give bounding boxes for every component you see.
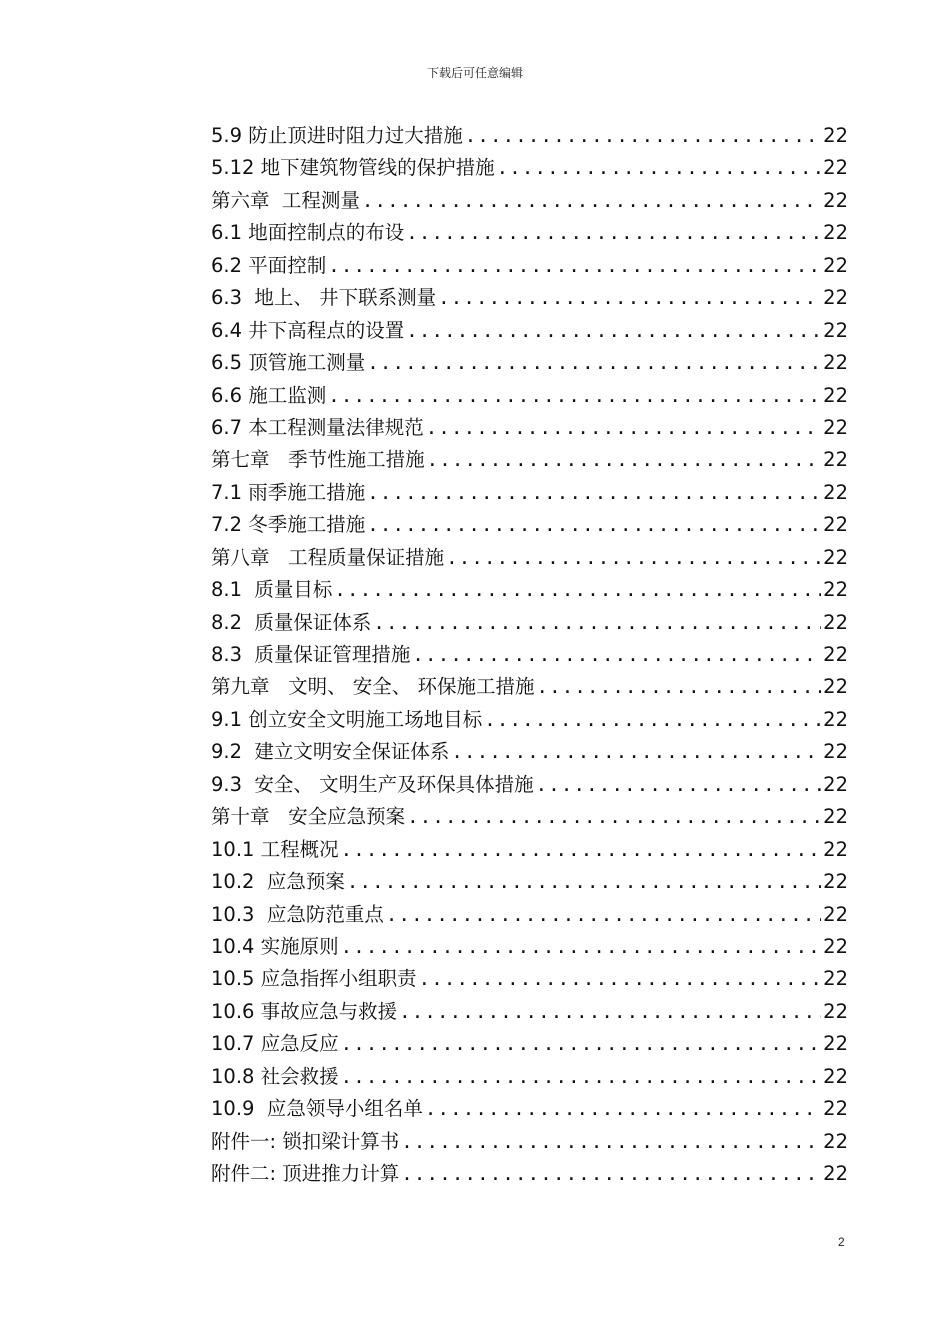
- toc-entry-page-number: 22: [823, 448, 848, 472]
- toc-entry-page-number: 22: [823, 1097, 848, 1121]
- toc-entry[interactable]: [211, 1028, 848, 1060]
- toc-entry-page-number: 22: [823, 772, 848, 796]
- toc-entry-page-number: 22: [823, 707, 848, 731]
- toc-entry-title: 6.6 施工监测: [211, 383, 327, 407]
- toc-dot-leader: [401, 1126, 821, 1158]
- toc-entry-page-number: 22: [823, 1129, 848, 1153]
- page-number: 2: [838, 1235, 845, 1249]
- toc-entry-page-number: 22: [823, 188, 848, 212]
- toc-dot-leader: [451, 736, 821, 768]
- toc-entry-page-number: 22: [823, 610, 848, 634]
- toc-entry[interactable]: [211, 639, 848, 671]
- toc-dot-leader: [362, 185, 821, 217]
- toc-entry[interactable]: [211, 120, 848, 152]
- toc-entry[interactable]: [211, 250, 848, 282]
- toc-dot-leader: [465, 120, 821, 152]
- toc-entry-page-number: 22: [823, 124, 848, 147]
- toc-entry-page-number: 22: [823, 351, 848, 375]
- toc-dot-leader: [425, 1093, 821, 1125]
- toc-entry[interactable]: [211, 1158, 848, 1190]
- toc-dot-leader: [497, 152, 822, 184]
- toc-dot-leader: [407, 801, 821, 833]
- page-header: 下载后可任意编辑: [426, 66, 523, 80]
- toc-entry-page-number: 22: [823, 837, 848, 861]
- toc-dot-leader: [412, 639, 821, 671]
- toc-dot-leader: [367, 509, 821, 541]
- toc-dot-leader: [367, 347, 821, 379]
- toc-dot-leader: [341, 931, 822, 963]
- toc-entry[interactable]: [211, 866, 848, 898]
- toc-entry[interactable]: [211, 1061, 848, 1093]
- toc-entry-page-number: 22: [823, 415, 848, 439]
- toc-entry-page-number: 22: [823, 1162, 848, 1185]
- toc-dot-leader: [537, 671, 822, 703]
- toc-entry-page-number: 22: [823, 286, 848, 310]
- toc-entry-title: 8.3 质量保证管理措施: [211, 643, 411, 666]
- toc-dot-leader: [341, 1028, 822, 1060]
- toc-entry[interactable]: [211, 996, 848, 1028]
- toc-entry-title: 5.9 防止顶进时阻力过大措施: [211, 124, 463, 147]
- toc-entry-title: 附件一: 锁扣梁计算书: [211, 1129, 400, 1153]
- toc-entry[interactable]: [211, 444, 848, 476]
- toc-entry-title: 10.6 事故应急与救援: [211, 999, 398, 1023]
- toc-dot-leader: [328, 380, 821, 412]
- toc-entry-title: 9.3 安全、 文明生产及环保具体措施: [211, 772, 534, 796]
- toc-entry-page-number: 22: [823, 545, 848, 569]
- toc-dot-leader: [399, 996, 821, 1028]
- toc-entry-title: 10.3 应急防范重点: [211, 902, 384, 926]
- toc-entry-title: 10.5 应急指挥小组职责: [211, 967, 417, 991]
- toc-dot-leader: [438, 282, 821, 314]
- toc-entry[interactable]: [211, 217, 848, 249]
- toc-entry-title: 第七章 季节性施工措施: [211, 448, 425, 472]
- toc-entry-page-number: 22: [823, 934, 848, 958]
- toc-entry-page-number: 22: [823, 999, 848, 1023]
- toc-dot-leader: [401, 1158, 821, 1190]
- toc-entry-title: 5.12 地下建筑物管线的保护措施: [211, 156, 495, 180]
- toc-dot-leader: [367, 477, 821, 509]
- toc-dot-leader: [484, 704, 821, 736]
- toc-entry-page-number: 22: [823, 221, 848, 245]
- toc-dot-leader: [536, 769, 822, 801]
- toc-entry[interactable]: [211, 477, 848, 509]
- toc-entry-title: 10.7 应急反应: [211, 1032, 339, 1056]
- toc-entry[interactable]: [211, 704, 848, 736]
- toc-entry-title: 6.2 平面控制: [211, 253, 327, 277]
- toc-entry[interactable]: [211, 931, 848, 963]
- toc-entry-title: 10.8 社会救援: [211, 1064, 339, 1088]
- toc-entry-title: 6.5 顶管施工测量: [211, 351, 366, 375]
- toc-entry-page-number: 22: [823, 253, 848, 277]
- toc-entry-title: 7.1 雨季施工措施: [211, 480, 366, 504]
- toc-dot-leader: [446, 542, 821, 574]
- toc-entry-page-number: 22: [823, 1064, 848, 1088]
- toc-entry-page-number: 22: [823, 675, 848, 699]
- toc-entry-page-number: 22: [823, 870, 848, 894]
- toc-entry-title: 第九章 文明、 安全、 环保施工措施: [211, 675, 535, 699]
- toc-dot-leader: [419, 963, 822, 995]
- toc-entry[interactable]: [211, 963, 848, 995]
- toc-entry[interactable]: [211, 736, 848, 768]
- toc-entry[interactable]: [211, 769, 848, 801]
- toc-entry-page-number: 22: [823, 805, 848, 829]
- toc-entry-title: 6.7 本工程测量法律规范: [211, 415, 424, 439]
- toc-entry-page-number: 22: [823, 967, 848, 991]
- toc-entry-title: 第六章 工程测量: [211, 188, 360, 212]
- toc-entry-page-number: 22: [823, 513, 848, 537]
- toc-entry-title: 6.4 井下高程点的设置: [211, 318, 405, 342]
- toc-entry-title: 附件二: 顶进推力计算: [211, 1162, 400, 1185]
- toc-entry[interactable]: [211, 671, 848, 703]
- toc-entry-title: 9.1 创立安全文明施工场地目标: [211, 707, 483, 731]
- toc-dot-leader: [341, 1061, 822, 1093]
- toc-dot-leader: [334, 574, 821, 606]
- toc-entry-title: 8.1 质量目标: [211, 578, 333, 602]
- toc-entry[interactable]: [211, 509, 848, 541]
- toc-entry[interactable]: [211, 380, 848, 412]
- toc-entry-page-number: 22: [823, 643, 848, 666]
- toc-entry[interactable]: [211, 801, 848, 833]
- toc-dot-leader: [328, 250, 821, 282]
- toc-entry[interactable]: [211, 542, 848, 574]
- toc-entry[interactable]: [211, 899, 848, 931]
- toc-entry-title: 10.2 应急预案: [211, 870, 345, 894]
- toc-entry[interactable]: [211, 834, 848, 866]
- toc-dot-leader: [427, 444, 822, 476]
- toc-dot-leader: [341, 834, 822, 866]
- toc-entry[interactable]: [211, 315, 848, 347]
- toc-entry[interactable]: [211, 1126, 848, 1158]
- toc-dot-leader: [386, 899, 821, 931]
- toc-entry-page-number: 22: [823, 383, 848, 407]
- toc-entry[interactable]: [211, 185, 848, 217]
- toc-entry-page-number: 22: [823, 318, 848, 342]
- toc-entry-page-number: 22: [823, 156, 848, 180]
- toc-entry-title: 10.4 实施原则: [211, 934, 339, 958]
- toc-entry[interactable]: [211, 574, 848, 606]
- toc-entry-page-number: 22: [823, 480, 848, 504]
- toc-entry[interactable]: [211, 412, 848, 444]
- toc-entry-page-number: 22: [823, 578, 848, 602]
- toc-entry-title: 6.3 地上、 井下联系测量: [211, 286, 437, 310]
- toc-dot-leader: [406, 315, 821, 347]
- toc-entry[interactable]: [211, 152, 848, 184]
- toc-entry-title: 10.1 工程概况: [211, 837, 339, 861]
- table-of-contents: [211, 120, 848, 1190]
- toc-entry-page-number: 22: [823, 902, 848, 926]
- toc-dot-leader: [406, 217, 821, 249]
- toc-entry[interactable]: [211, 282, 848, 314]
- toc-entry-page-number: 22: [823, 740, 848, 764]
- toc-dot-leader: [373, 607, 821, 639]
- toc-entry-title: 第八章 工程质量保证措施: [211, 545, 445, 569]
- toc-entry-title: 6.1 地面控制点的布设: [211, 221, 405, 245]
- toc-entry-title: 8.2 质量保证体系: [211, 610, 372, 634]
- toc-entry[interactable]: [211, 347, 848, 379]
- toc-entry-title: 9.2 建立文明安全保证体系: [211, 740, 450, 764]
- toc-entry-title: 10.9 应急领导小组名单: [211, 1097, 423, 1121]
- toc-entry-page-number: 22: [823, 1032, 848, 1056]
- toc-entry[interactable]: [211, 607, 848, 639]
- toc-entry-title: 第十章 安全应急预案: [211, 805, 406, 829]
- toc-dot-leader: [426, 412, 821, 444]
- toc-dot-leader: [347, 866, 821, 898]
- toc-entry[interactable]: [211, 1093, 848, 1125]
- toc-entry-title: 7.2 冬季施工措施: [211, 513, 366, 537]
